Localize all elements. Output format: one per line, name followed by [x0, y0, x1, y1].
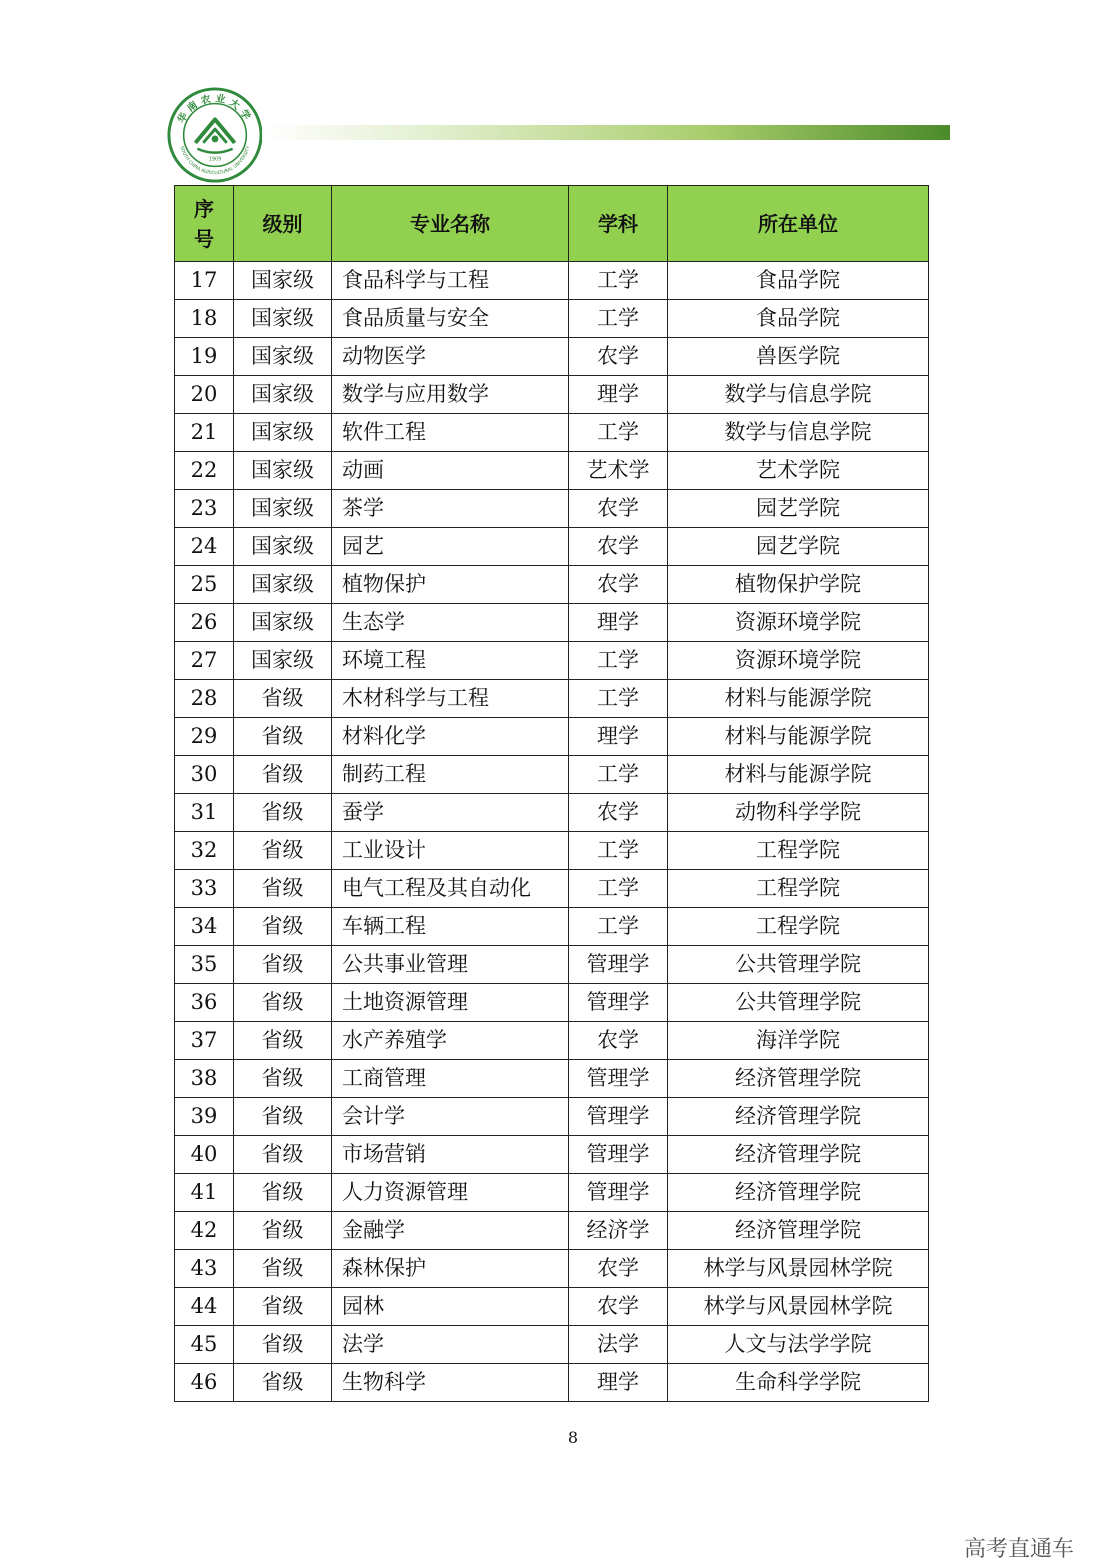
- cell-unit: 植物保护学院: [668, 566, 929, 604]
- table-row: [175, 718, 929, 756]
- cell-level: 省级: [234, 756, 332, 794]
- cell-seq: 37: [175, 1022, 234, 1060]
- cell-unit: 材料与能源学院: [668, 718, 929, 756]
- table-row: [175, 1288, 929, 1326]
- header-unit: 所在单位: [668, 186, 929, 262]
- cell-unit: 资源环境学院: [668, 604, 929, 642]
- table-row: [175, 1326, 929, 1364]
- cell-discipline: 理学: [569, 718, 668, 756]
- cell-level: 省级: [234, 718, 332, 756]
- cell-unit: 数学与信息学院: [668, 414, 929, 452]
- cell-major-name: 动物医学: [332, 338, 569, 376]
- cell-level: 省级: [234, 870, 332, 908]
- cell-discipline: 工学: [569, 414, 668, 452]
- table-row: [175, 414, 929, 452]
- cell-seq: 19: [175, 338, 234, 376]
- cell-major-name: 园艺: [332, 528, 569, 566]
- watermark-text: 高考直通车: [963, 1537, 1074, 1562]
- table-row: [175, 528, 929, 566]
- cell-seq: 40: [175, 1136, 234, 1174]
- header-discipline: 学科: [569, 186, 668, 262]
- cell-level: 省级: [234, 1288, 332, 1326]
- cell-major-name: 植物保护: [332, 566, 569, 604]
- cell-discipline: 管理学: [569, 946, 668, 984]
- cell-unit: 材料与能源学院: [668, 680, 929, 718]
- table-row: [175, 452, 929, 490]
- cell-unit: 生命科学学院: [668, 1364, 929, 1402]
- cell-level: 国家级: [234, 490, 332, 528]
- cell-seq: 18: [175, 300, 234, 338]
- cell-unit: 食品学院: [668, 262, 929, 300]
- cell-seq: 32: [175, 832, 234, 870]
- cell-level: 省级: [234, 1326, 332, 1364]
- cell-level: 省级: [234, 1212, 332, 1250]
- cell-discipline: 农学: [569, 1022, 668, 1060]
- svg-text:1909: 1909: [208, 156, 222, 163]
- cell-discipline: 理学: [569, 376, 668, 414]
- cell-level: 省级: [234, 984, 332, 1022]
- cell-discipline: 理学: [569, 1364, 668, 1402]
- table-row: [175, 490, 929, 528]
- cell-major-name: 水产养殖学: [332, 1022, 569, 1060]
- cell-major-name: 软件工程: [332, 414, 569, 452]
- table-row: [175, 756, 929, 794]
- cell-unit: 资源环境学院: [668, 642, 929, 680]
- cell-discipline: 工学: [569, 262, 668, 300]
- cell-discipline: 管理学: [569, 1098, 668, 1136]
- cell-unit: 动物科学学院: [668, 794, 929, 832]
- cell-level: 省级: [234, 1174, 332, 1212]
- cell-discipline: 农学: [569, 528, 668, 566]
- cell-discipline: 经济学: [569, 1212, 668, 1250]
- header-gradient-bar: [262, 125, 950, 140]
- cell-seq: 43: [175, 1250, 234, 1288]
- cell-discipline: 工学: [569, 680, 668, 718]
- cell-major-name: 金融学: [332, 1212, 569, 1250]
- cell-level: 国家级: [234, 414, 332, 452]
- cell-unit: 海洋学院: [668, 1022, 929, 1060]
- cell-major-name: 茶学: [332, 490, 569, 528]
- cell-major-name: 土地资源管理: [332, 984, 569, 1022]
- cell-unit: 人文与法学学院: [668, 1326, 929, 1364]
- table-row: [175, 680, 929, 718]
- university-seal: [166, 86, 264, 184]
- cell-unit: 经济管理学院: [668, 1136, 929, 1174]
- cell-level: 国家级: [234, 300, 332, 338]
- table-row: [175, 566, 929, 604]
- cell-seq: 26: [175, 604, 234, 642]
- cell-level: 省级: [234, 680, 332, 718]
- cell-level: 国家级: [234, 376, 332, 414]
- cell-major-name: 食品质量与安全: [332, 300, 569, 338]
- cell-unit: 林学与风景园林学院: [668, 1288, 929, 1326]
- cell-major-name: 生态学: [332, 604, 569, 642]
- table-row: [175, 832, 929, 870]
- cell-unit: 工程学院: [668, 908, 929, 946]
- cell-seq: 46: [175, 1364, 234, 1402]
- cell-major-name: 生物科学: [332, 1364, 569, 1402]
- cell-level: 国家级: [234, 338, 332, 376]
- cell-level: 省级: [234, 1250, 332, 1288]
- cell-major-name: 制药工程: [332, 756, 569, 794]
- table-row: [175, 604, 929, 642]
- cell-seq: 25: [175, 566, 234, 604]
- cell-discipline: 管理学: [569, 1060, 668, 1098]
- cell-unit: 工程学院: [668, 832, 929, 870]
- cell-level: 省级: [234, 1364, 332, 1402]
- cell-level: 国家级: [234, 566, 332, 604]
- cell-unit: 林学与风景园林学院: [668, 1250, 929, 1288]
- cell-level: 省级: [234, 794, 332, 832]
- header-seq: [175, 186, 234, 262]
- table-header: [175, 186, 929, 262]
- table-row: [175, 908, 929, 946]
- cell-seq: 21: [175, 414, 234, 452]
- cell-major-name: 车辆工程: [332, 908, 569, 946]
- header-major-name: 专业名称: [332, 186, 569, 262]
- cell-discipline: 农学: [569, 338, 668, 376]
- header-seq-line1: 序: [194, 196, 214, 221]
- cell-major-name: 市场营销: [332, 1136, 569, 1174]
- cell-level: 国家级: [234, 452, 332, 490]
- cell-discipline: 理学: [569, 604, 668, 642]
- table-row: [175, 1174, 929, 1212]
- cell-unit: 兽医学院: [668, 338, 929, 376]
- cell-level: 省级: [234, 1060, 332, 1098]
- cell-seq: 34: [175, 908, 234, 946]
- cell-discipline: 管理学: [569, 984, 668, 1022]
- cell-seq: 28: [175, 680, 234, 718]
- table-body: [175, 262, 929, 1402]
- cell-discipline: 工学: [569, 642, 668, 680]
- table-row: [175, 870, 929, 908]
- cell-major-name: 数学与应用数学: [332, 376, 569, 414]
- svg-text:华南农业大学: 华南农业大学: [176, 93, 254, 126]
- table-row: [175, 1212, 929, 1250]
- table-row: [175, 794, 929, 832]
- cell-major-name: 工业设计: [332, 832, 569, 870]
- cell-level: 省级: [234, 832, 332, 870]
- cell-discipline: 管理学: [569, 1174, 668, 1212]
- table-row: [175, 376, 929, 414]
- cell-seq: 20: [175, 376, 234, 414]
- cell-level: 国家级: [234, 262, 332, 300]
- cell-level: 省级: [234, 1022, 332, 1060]
- cell-seq: 42: [175, 1212, 234, 1250]
- page-number: 8: [567, 1428, 579, 1447]
- cell-discipline: 工学: [569, 832, 668, 870]
- cell-major-name: 蚕学: [332, 794, 569, 832]
- cell-seq: 27: [175, 642, 234, 680]
- cell-unit: 经济管理学院: [668, 1174, 929, 1212]
- cell-major-name: 动画: [332, 452, 569, 490]
- cell-major-name: 会计学: [332, 1098, 569, 1136]
- cell-major-name: 森林保护: [332, 1250, 569, 1288]
- svg-text:SOUTH CHINA AGRICULTURAL UNIVE: SOUTH CHINA AGRICULTURAL UNIVERSITY: [178, 145, 252, 177]
- table-row: [175, 946, 929, 984]
- cell-discipline: 工学: [569, 756, 668, 794]
- cell-seq: 44: [175, 1288, 234, 1326]
- cell-major-name: 园林: [332, 1288, 569, 1326]
- cell-discipline: 农学: [569, 566, 668, 604]
- cell-unit: 公共管理学院: [668, 946, 929, 984]
- university-logo-icon: [166, 86, 264, 184]
- cell-level: 国家级: [234, 528, 332, 566]
- cell-level: 省级: [234, 908, 332, 946]
- header-seq-line2: 号: [194, 226, 214, 251]
- cell-seq: 24: [175, 528, 234, 566]
- table-row: [175, 300, 929, 338]
- cell-seq: 31: [175, 794, 234, 832]
- cell-unit: 经济管理学院: [668, 1060, 929, 1098]
- cell-seq: 22: [175, 452, 234, 490]
- cell-major-name: 食品科学与工程: [332, 262, 569, 300]
- cell-unit: 食品学院: [668, 300, 929, 338]
- cell-unit: 园艺学院: [668, 490, 929, 528]
- cell-level: 国家级: [234, 604, 332, 642]
- cell-major-name: 公共事业管理: [332, 946, 569, 984]
- cell-major-name: 电气工程及其自动化: [332, 870, 569, 908]
- cell-level: 省级: [234, 1136, 332, 1174]
- cell-seq: 38: [175, 1060, 234, 1098]
- cell-major-name: 法学: [332, 1326, 569, 1364]
- table-row: [175, 1098, 929, 1136]
- cell-seq: 45: [175, 1326, 234, 1364]
- cell-unit: 园艺学院: [668, 528, 929, 566]
- cell-discipline: 工学: [569, 870, 668, 908]
- cell-major-name: 环境工程: [332, 642, 569, 680]
- table-row: [175, 642, 929, 680]
- cell-unit: 材料与能源学院: [668, 756, 929, 794]
- cell-unit: 经济管理学院: [668, 1212, 929, 1250]
- table-row: [175, 1022, 929, 1060]
- cell-discipline: 工学: [569, 300, 668, 338]
- table-row: [175, 262, 929, 300]
- cell-level: 国家级: [234, 642, 332, 680]
- cell-discipline: 农学: [569, 1250, 668, 1288]
- cell-level: 省级: [234, 1098, 332, 1136]
- table-row: [175, 1250, 929, 1288]
- header-level: 级别: [234, 186, 332, 262]
- cell-seq: 33: [175, 870, 234, 908]
- cell-seq: 39: [175, 1098, 234, 1136]
- cell-seq: 35: [175, 946, 234, 984]
- cell-discipline: 管理学: [569, 1136, 668, 1174]
- majors-table: [174, 185, 929, 1402]
- cell-seq: 36: [175, 984, 234, 1022]
- cell-unit: 经济管理学院: [668, 1098, 929, 1136]
- cell-unit: 工程学院: [668, 870, 929, 908]
- cell-discipline: 农学: [569, 490, 668, 528]
- cell-seq: 17: [175, 262, 234, 300]
- cell-discipline: 法学: [569, 1326, 668, 1364]
- table-row: [175, 1136, 929, 1174]
- table-row: [175, 338, 929, 376]
- cell-unit: 艺术学院: [668, 452, 929, 490]
- table-row: [175, 1060, 929, 1098]
- cell-unit: 数学与信息学院: [668, 376, 929, 414]
- cell-major-name: 木材科学与工程: [332, 680, 569, 718]
- table-row: [175, 984, 929, 1022]
- cell-major-name: 工商管理: [332, 1060, 569, 1098]
- cell-seq: 29: [175, 718, 234, 756]
- table-row: [175, 1364, 929, 1402]
- cell-discipline: 农学: [569, 1288, 668, 1326]
- cell-seq: 41: [175, 1174, 234, 1212]
- cell-discipline: 工学: [569, 908, 668, 946]
- cell-major-name: 材料化学: [332, 718, 569, 756]
- cell-unit: 公共管理学院: [668, 984, 929, 1022]
- cell-discipline: 艺术学: [569, 452, 668, 490]
- cell-major-name: 人力资源管理: [332, 1174, 569, 1212]
- cell-seq: 23: [175, 490, 234, 528]
- cell-level: 省级: [234, 946, 332, 984]
- cell-seq: 30: [175, 756, 234, 794]
- cell-discipline: 农学: [569, 794, 668, 832]
